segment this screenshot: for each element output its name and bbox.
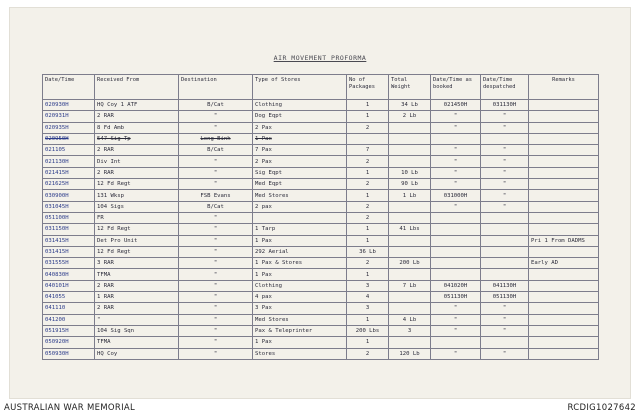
destination-cell: ": [179, 179, 253, 190]
weight-cell: 90 Lb: [389, 179, 431, 190]
table-row: [43, 280, 599, 291]
stores-type-cell: 1 Tarp: [253, 224, 347, 235]
destination-cell: ": [179, 235, 253, 246]
packages-cell: 2: [347, 156, 389, 167]
packages-cell: 1: [347, 337, 389, 348]
weight-cell: 41 Lbs: [389, 224, 431, 235]
table-row: [43, 133, 599, 144]
destination-cell: ": [179, 280, 253, 291]
column-header: Date/Time as booked: [431, 75, 481, 100]
table-row: [43, 303, 599, 314]
received-from-cell: HQ Coy: [95, 348, 179, 359]
dtg-cell: 020950H: [43, 133, 95, 144]
dtg-cell: 040830H: [43, 269, 95, 280]
received-from-cell: 547 Sig Tp: [95, 133, 179, 144]
received-from-cell: ": [95, 314, 179, 325]
stores-type-cell: [253, 212, 347, 223]
weight-cell: 200 Lb: [389, 258, 431, 269]
weight-cell: 120 Lb: [389, 348, 431, 359]
packages-cell: 7: [347, 145, 389, 156]
despatched-cell: ": [481, 303, 529, 314]
despatched-cell: [481, 337, 529, 348]
stores-type-cell: Clothing: [253, 280, 347, 291]
packages-cell: 2: [347, 348, 389, 359]
dtg-cell: 051100H: [43, 212, 95, 223]
stores-type-cell: Med Eqpt: [253, 179, 347, 190]
remarks-cell: [529, 100, 599, 111]
table-row: [43, 292, 599, 303]
weight-cell: [389, 212, 431, 223]
despatched-cell: 051130H: [481, 292, 529, 303]
packages-cell: 3: [347, 303, 389, 314]
weight-cell: [389, 303, 431, 314]
stores-type-cell: 2 pax: [253, 201, 347, 212]
despatched-cell: ": [481, 201, 529, 212]
destination-cell: ": [179, 246, 253, 257]
stores-type-cell: 1 Pax & Stores: [253, 258, 347, 269]
stores-type-cell: Sig Eqpt: [253, 167, 347, 178]
despatched-cell: 041130H: [481, 280, 529, 291]
stores-type-cell: 3 Pax: [253, 303, 347, 314]
booked-cell: [431, 133, 481, 144]
table-row: [43, 337, 599, 348]
destination-cell: ": [179, 269, 253, 280]
received-from-cell: 2 RAR: [95, 167, 179, 178]
table-row: [43, 122, 599, 133]
stores-type-cell: Stores: [253, 348, 347, 359]
received-from-cell: 12 Fd Regt: [95, 179, 179, 190]
despatched-cell: ": [481, 122, 529, 133]
column-header: Destination: [179, 75, 253, 100]
stores-type-cell: Pax & Teleprinter: [253, 325, 347, 336]
packages-cell: 2: [347, 201, 389, 212]
destination-cell: Long Binh: [179, 133, 253, 144]
received-from-cell: Det Pro Unit: [95, 235, 179, 246]
column-header: No of Packages: [347, 75, 389, 100]
booked-cell: ": [431, 179, 481, 190]
remarks-cell: [529, 280, 599, 291]
despatched-cell: 031130H: [481, 100, 529, 111]
table-row: [43, 258, 599, 269]
weight-cell: 7 Lb: [389, 280, 431, 291]
received-from-cell: FR: [95, 212, 179, 223]
remarks-cell: [529, 156, 599, 167]
remarks-cell: [529, 303, 599, 314]
dtg-cell: 050930H: [43, 348, 95, 359]
dtg-cell: 031150H: [43, 224, 95, 235]
received-from-cell: Div Int: [95, 156, 179, 167]
received-from-cell: TFMA: [95, 337, 179, 348]
dtg-cell: 040101H: [43, 280, 95, 291]
despatched-cell: ": [481, 348, 529, 359]
table-row: [43, 201, 599, 212]
remarks-cell: [529, 314, 599, 325]
weight-cell: [389, 235, 431, 246]
document-page: [10, 8, 630, 398]
received-from-cell: 2 RAR: [95, 145, 179, 156]
stores-type-cell: 1 Pax: [253, 337, 347, 348]
dtg-cell: 020931H: [43, 111, 95, 122]
stores-type-cell: Dog Eqpt: [253, 111, 347, 122]
destination-cell: B/Cat: [179, 201, 253, 212]
despatched-cell: ": [481, 156, 529, 167]
received-from-cell: TFMA: [95, 269, 179, 280]
destination-cell: ": [179, 122, 253, 133]
weight-cell: [389, 145, 431, 156]
dtg-cell: 021105: [43, 145, 95, 156]
table-row: [43, 314, 599, 325]
booked-cell: 021450H: [431, 100, 481, 111]
booked-cell: ": [431, 156, 481, 167]
dtg-cell: 021625H: [43, 179, 95, 190]
weight-cell: [389, 269, 431, 280]
destination-cell: ": [179, 348, 253, 359]
remarks-cell: [529, 145, 599, 156]
packages-cell: 4: [347, 292, 389, 303]
received-from-cell: 104 Sig Sqn: [95, 325, 179, 336]
column-header: Date/Time despatched: [481, 75, 529, 100]
weight-cell: [389, 122, 431, 133]
table-row: [43, 179, 599, 190]
destination-cell: ": [179, 292, 253, 303]
table-row: [43, 156, 599, 167]
packages-cell: 2: [347, 212, 389, 223]
column-header: Total Weight: [389, 75, 431, 100]
booked-cell: [431, 269, 481, 280]
despatched-cell: [481, 269, 529, 280]
dtg-cell: 031555H: [43, 258, 95, 269]
booked-cell: 031000H: [431, 190, 481, 201]
received-from-cell: 1 RAR: [95, 292, 179, 303]
table-row: [43, 235, 599, 246]
packages-cell: 3: [347, 280, 389, 291]
received-from-cell: 8 Fd Amb: [95, 122, 179, 133]
destination-cell: FSB Evans: [179, 190, 253, 201]
dtg-cell: 031415H: [43, 246, 95, 257]
stores-type-cell: 1 Pax: [253, 133, 347, 144]
table-row: [43, 190, 599, 201]
institution-name: AUSTRALIAN WAR MEMORIAL: [4, 403, 136, 413]
remarks-cell: [529, 179, 599, 190]
column-header: Date/Time: [43, 75, 95, 100]
weight-cell: 2 Lb: [389, 111, 431, 122]
despatched-cell: ": [481, 111, 529, 122]
column-header: Remarks: [529, 75, 599, 100]
packages-cell: 1: [347, 100, 389, 111]
weight-cell: [389, 337, 431, 348]
destination-cell: B/Cat: [179, 100, 253, 111]
booked-cell: ": [431, 111, 481, 122]
stores-type-cell: 4 pax: [253, 292, 347, 303]
remarks-cell: Pri 1 From DADMS: [529, 235, 599, 246]
booked-cell: [431, 258, 481, 269]
remarks-cell: [529, 246, 599, 257]
table-row: [43, 224, 599, 235]
despatched-cell: [481, 258, 529, 269]
despatched-cell: ": [481, 314, 529, 325]
document-title: AIR MOVEMENT PROFORMA: [273, 54, 367, 62]
dtg-cell: 021130H: [43, 156, 95, 167]
column-header: Received From: [95, 75, 179, 100]
stores-type-cell: 7 Pax: [253, 145, 347, 156]
table-row: [43, 269, 599, 280]
despatched-cell: [481, 212, 529, 223]
destination-cell: ": [179, 224, 253, 235]
dtg-cell: 020935H: [43, 122, 95, 133]
remarks-cell: [529, 348, 599, 359]
booked-cell: ": [431, 303, 481, 314]
table-row: [43, 348, 599, 359]
dtg-cell: 041110: [43, 303, 95, 314]
packages-cell: 36 Lb: [347, 246, 389, 257]
destination-cell: ": [179, 314, 253, 325]
packages-cell: 1: [347, 167, 389, 178]
booked-cell: [431, 337, 481, 348]
packages-cell: [347, 133, 389, 144]
weight-cell: [389, 201, 431, 212]
packages-cell: 2: [347, 179, 389, 190]
destination-cell: ": [179, 303, 253, 314]
weight-cell: 3: [389, 325, 431, 336]
remarks-cell: [529, 325, 599, 336]
despatched-cell: ": [481, 179, 529, 190]
received-from-cell: 3 RAR: [95, 258, 179, 269]
received-from-cell: 2 RAR: [95, 280, 179, 291]
remarks-cell: [529, 292, 599, 303]
received-from-cell: 12 Fd Regt: [95, 224, 179, 235]
remarks-cell: [529, 122, 599, 133]
stores-type-cell: Clothing: [253, 100, 347, 111]
dtg-cell: 031415H: [43, 235, 95, 246]
destination-cell: ": [179, 111, 253, 122]
booked-cell: 041020H: [431, 280, 481, 291]
image-reference: RCDIG1027642: [567, 403, 636, 413]
packages-cell: 1: [347, 314, 389, 325]
stores-type-cell: 2 Pax: [253, 156, 347, 167]
received-from-cell: 131 Wksp: [95, 190, 179, 201]
stores-type-cell: 2 Pax: [253, 122, 347, 133]
received-from-cell: 2 RAR: [95, 111, 179, 122]
weight-cell: [389, 156, 431, 167]
received-from-cell: 12 Fd Regt: [95, 246, 179, 257]
table-row: [43, 212, 599, 223]
weight-cell: [389, 133, 431, 144]
stores-type-cell: Med Stores: [253, 190, 347, 201]
weight-cell: [389, 246, 431, 257]
booked-cell: ": [431, 325, 481, 336]
footer: [0, 400, 640, 416]
remarks-cell: Early AD: [529, 258, 599, 269]
destination-cell: ": [179, 167, 253, 178]
dtg-cell: 031045H: [43, 201, 95, 212]
weight-cell: 10 Lb: [389, 167, 431, 178]
packages-cell: 2: [347, 258, 389, 269]
destination-cell: ": [179, 156, 253, 167]
packages-cell: 1: [347, 190, 389, 201]
received-from-cell: 104 Sigs: [95, 201, 179, 212]
booked-cell: [431, 246, 481, 257]
dtg-cell: 021415H: [43, 167, 95, 178]
weight-cell: 1 Lb: [389, 190, 431, 201]
dtg-cell: 041200: [43, 314, 95, 325]
destination-cell: ": [179, 337, 253, 348]
despatched-cell: [481, 133, 529, 144]
booked-cell: ": [431, 348, 481, 359]
remarks-cell: [529, 212, 599, 223]
despatched-cell: [481, 224, 529, 235]
dtg-cell: 051915H: [43, 325, 95, 336]
packages-cell: 1: [347, 269, 389, 280]
weight-cell: 34 Lb: [389, 100, 431, 111]
dtg-cell: 041055: [43, 292, 95, 303]
stores-type-cell: 1 Pax: [253, 235, 347, 246]
table-row: [43, 145, 599, 156]
packages-cell: 200 Lbs: [347, 325, 389, 336]
movement-table: [42, 74, 599, 360]
packages-cell: 2: [347, 122, 389, 133]
stores-type-cell: 292 Aerial: [253, 246, 347, 257]
dtg-cell: 050920H: [43, 337, 95, 348]
remarks-cell: [529, 111, 599, 122]
booked-cell: ": [431, 201, 481, 212]
despatched-cell: ": [481, 145, 529, 156]
booked-cell: [431, 212, 481, 223]
despatched-cell: ": [481, 167, 529, 178]
remarks-cell: [529, 201, 599, 212]
despatched-cell: [481, 246, 529, 257]
booked-cell: ": [431, 145, 481, 156]
booked-cell: [431, 224, 481, 235]
header-row: [43, 75, 599, 100]
booked-cell: 051130H: [431, 292, 481, 303]
table-row: [43, 167, 599, 178]
stores-type-cell: 1 Pax: [253, 269, 347, 280]
received-from-cell: 2 RAR: [95, 303, 179, 314]
packages-cell: 1: [347, 235, 389, 246]
destination-cell: ": [179, 212, 253, 223]
table-row: [43, 100, 599, 111]
remarks-cell: [529, 269, 599, 280]
booked-cell: [431, 235, 481, 246]
destination-cell: ": [179, 258, 253, 269]
destination-cell: B/Cat: [179, 145, 253, 156]
remarks-cell: [529, 337, 599, 348]
remarks-cell: [529, 133, 599, 144]
stores-type-cell: Med Stores: [253, 314, 347, 325]
packages-cell: 1: [347, 224, 389, 235]
booked-cell: ": [431, 314, 481, 325]
booked-cell: ": [431, 167, 481, 178]
received-from-cell: HQ Coy 1 ATF: [95, 100, 179, 111]
despatched-cell: ": [481, 190, 529, 201]
table-row: [43, 246, 599, 257]
table-row: [43, 111, 599, 122]
remarks-cell: [529, 224, 599, 235]
weight-cell: 4 Lb: [389, 314, 431, 325]
dtg-cell: 020930H: [43, 100, 95, 111]
dtg-cell: 030900H: [43, 190, 95, 201]
packages-cell: 1: [347, 111, 389, 122]
booked-cell: ": [431, 122, 481, 133]
weight-cell: [389, 292, 431, 303]
table-row: [43, 325, 599, 336]
despatched-cell: [481, 235, 529, 246]
column-header: Type of Stores: [253, 75, 347, 100]
remarks-cell: [529, 190, 599, 201]
despatched-cell: ": [481, 325, 529, 336]
remarks-cell: [529, 167, 599, 178]
destination-cell: ": [179, 325, 253, 336]
